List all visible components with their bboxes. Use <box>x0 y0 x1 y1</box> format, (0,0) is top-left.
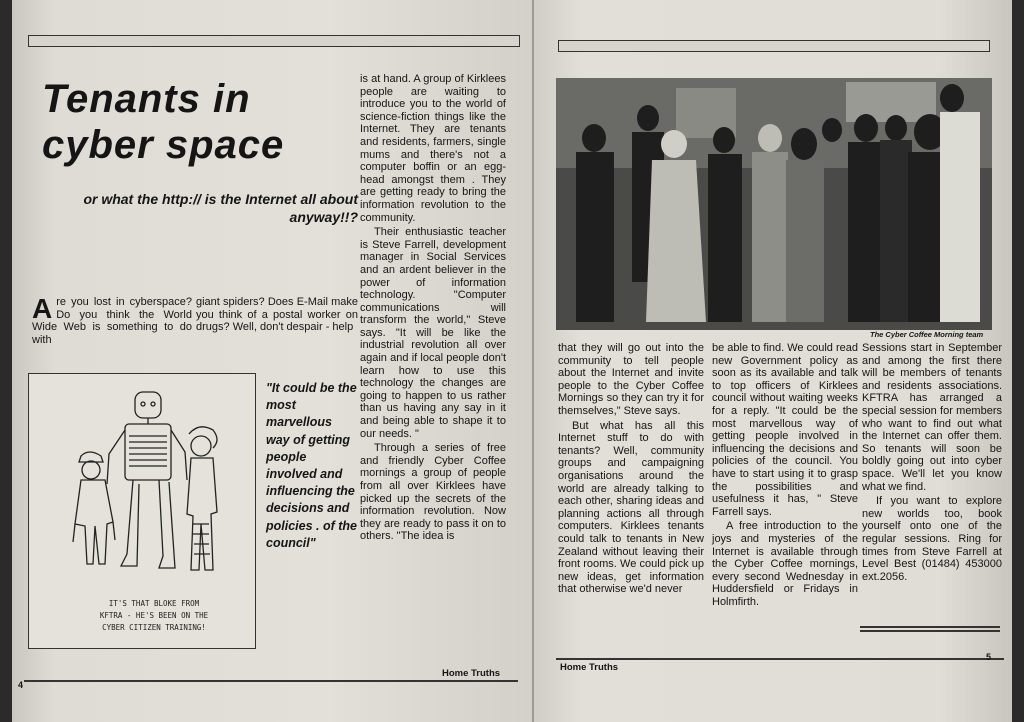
right-col-2-p1: be able to find. We could read new Government policy as soon as its available and talk to top officers of Kirklees council without waiting weeks for a reply. "It could be the most marvellous way of getting people involved in influencing the decisions and policies of the council. You have to start using it to grasp the possibilities and usefulness it has, " Steve Farrell says. <box>712 342 858 518</box>
right-col-2-p2: A free introduction to the joys and mysteries of the Internet is available through the Cyber Coffee mornings, every second Wednesday in Huddersfield or Fridays in Holmfirth. <box>712 520 858 608</box>
left-col-2 <box>196 296 358 336</box>
right-col-1-p2: But what has all this Internet stuff to do with tenants? Well, community groups and campaigning organisations around the world are already talking to each other, sharing ideas and planning actions all through computers. Kirklees tenants could talk to tenants in New Zealand without leaving their front rooms. We could pick up new ideas, get information that otherwise we'd never <box>558 419 704 596</box>
left-col-3-p3: Through a series of free and friendly Cyber Coffee mornings a group of people from all over Kirklees have picked up the secrets of the information revolution. Now they are ready to pass it on to others. "The idea is <box>360 442 506 543</box>
page-number-right: 5 <box>986 652 992 662</box>
page-number-left: 4 <box>18 680 24 690</box>
footer-rule-right <box>556 658 1004 660</box>
left-col-3-p1: is at hand. A group of Kirklees people are waiting to introduce you to the world of science-fiction things like the Internet. They are tenants and residents, farmers, single mums and there's not a computer boffin or an egg-head amongst them . They are getting ready to bring the information revolution to the community. <box>360 73 506 224</box>
photo-caption: The Cyber Coffee Morning team <box>870 330 984 339</box>
left-col-3 <box>360 73 506 545</box>
drop-cap: A <box>32 293 53 324</box>
title-line-2: cyber space <box>42 123 285 167</box>
footer-publication-left: Home Truths <box>442 668 501 679</box>
footer-rule-left <box>24 680 518 682</box>
cartoon-robot-drawing <box>29 374 255 604</box>
cartoon-caption-line-3: CYBER CITIZEN TRAINING! <box>102 623 206 632</box>
article-subtitle: or what the http:// is the Internet all about anyway!!? <box>83 191 358 225</box>
right-col-1-p1: that they will go out into the community to tell people about the Internet and invite people to the Cyber Coffee Mornings so they can try it for themselves," Steve says. <box>558 342 704 417</box>
pull-quote: "It could be the most marvellous way of getting people involved and influencing the decisions and policies . of the council" <box>266 381 357 550</box>
right-col-2 <box>712 342 858 610</box>
footer-publication-right: Home Truths <box>560 662 619 673</box>
left-col-3-p2: Their enthusiastic teacher is Steve Farrell, development manager in Social Services and an ardent believer in the power of information technology. "Computer communications will transform the world," Steve says. "It will be like the industrial revolution all over again and if local people don't learn how to use this technology the changes are going to happen to us rather than us having any say in it and being able to shape it to our needs. " <box>360 226 506 440</box>
footer-rule-right-top <box>860 626 1000 628</box>
right-col-3-p2: If you want to explore new worlds too, book yourself onto one of the regular sessions. Ring for times from Steve Farrell at Level Best (01484) 453000 ext.2056. <box>862 495 1002 583</box>
right-col-3-p1: Sessions start in September and among the first there will be members of tenants and residents associations. KFTRA has arranged a special session for members who want to find out what the Internet can offer them. So tenants will soon be boldly going out into cyber space. We'll let you know what we find. <box>862 342 1002 493</box>
left-col-2-text: giant spiders? Does E-Mail make you think of a postal worker on drugs? Well, don't despair - help <box>196 296 358 334</box>
cartoon-illustration <box>28 373 256 649</box>
right-col-3 <box>862 342 1002 585</box>
team-photo <box>556 78 992 330</box>
footer-rule-right-top-2 <box>860 630 1000 632</box>
group-photo-image <box>556 78 992 330</box>
cartoon-caption <box>59 598 249 634</box>
article-title <box>42 76 342 168</box>
left-col-1-text: re you lost in cyberspace? Do you think the World Wide Web is something to do with <box>32 296 192 346</box>
left-col-1 <box>32 293 192 348</box>
left-page <box>12 0 534 722</box>
cartoon-caption-line-1: IT'S THAT BLOKE FROM <box>108 599 200 608</box>
cartoon-caption-line-2: KFTRA - HE'S BEEN ON THE <box>99 611 209 620</box>
top-rule-left <box>28 35 520 47</box>
title-line-1: Tenants in <box>42 77 251 121</box>
top-rule-right <box>558 40 990 52</box>
right-col-1 <box>558 342 704 598</box>
